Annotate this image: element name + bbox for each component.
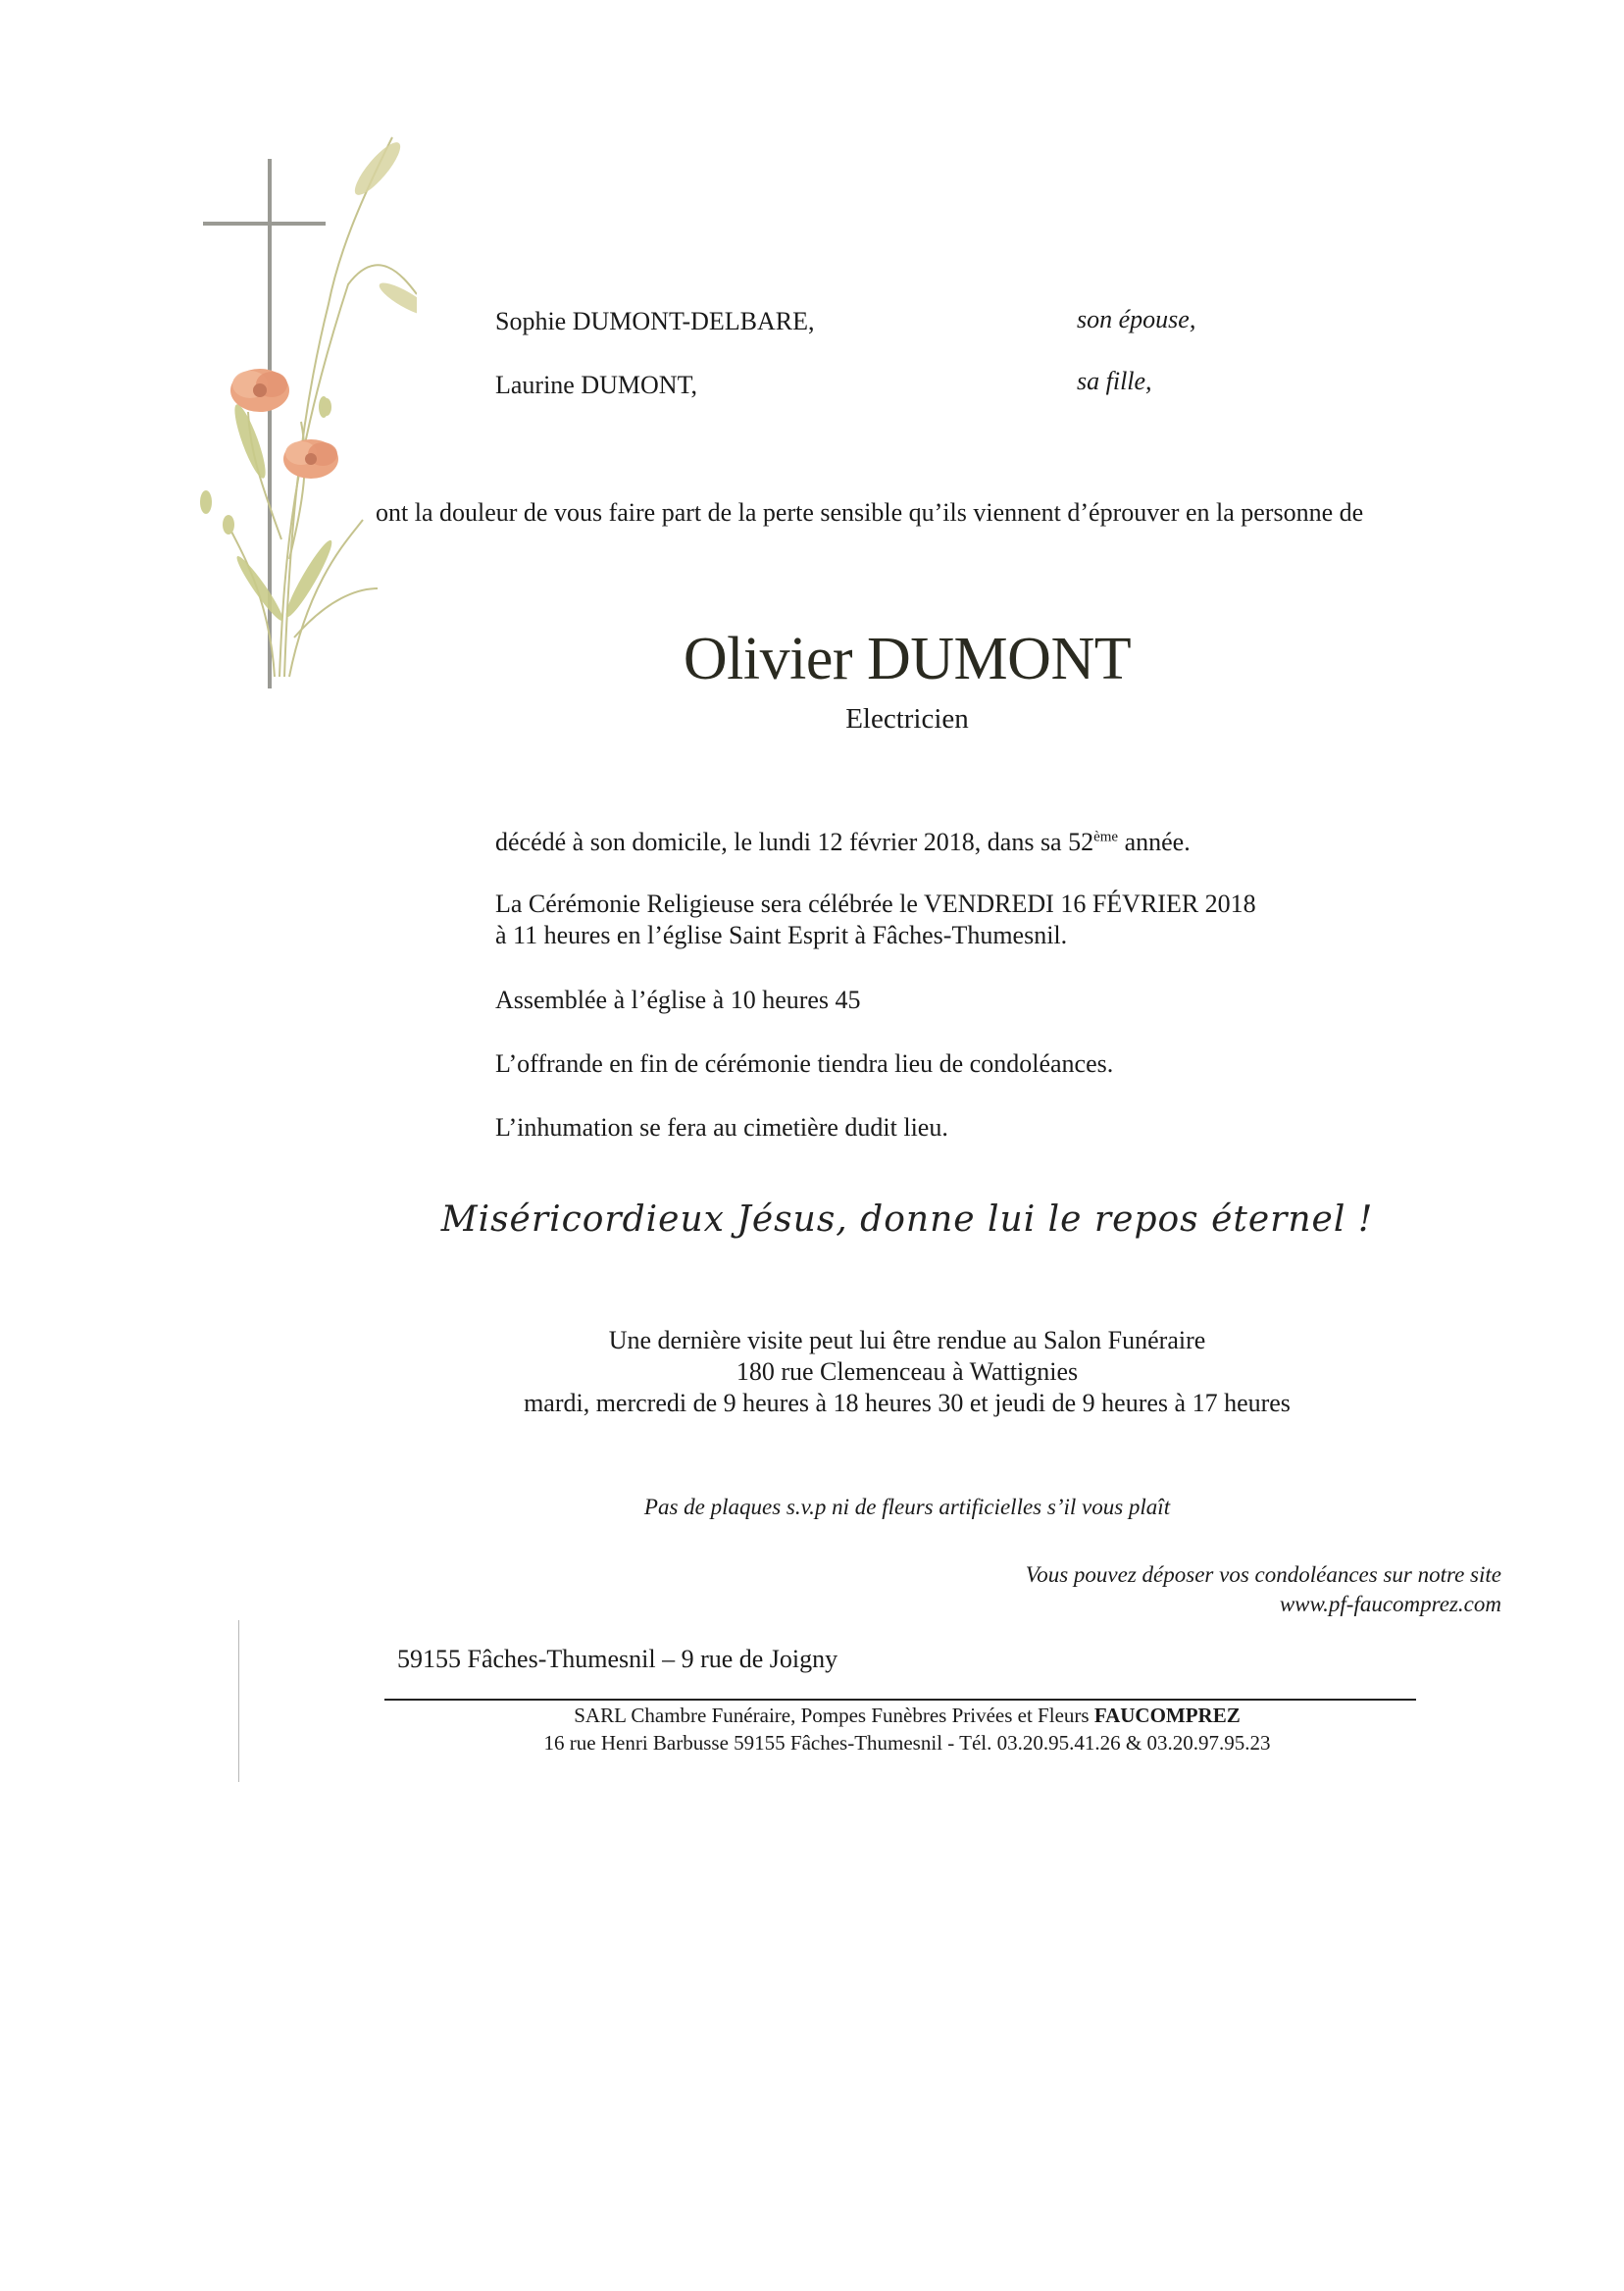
death-notice-text: décédé à son domicile, le lundi 12 février 2018, dans sa 52 (495, 828, 1094, 856)
cross-and-poppies-illustration (191, 127, 417, 696)
prayer-text: Miséricordieux Jésus, donne lui le repos éternel ! (440, 1199, 1374, 1240)
relative-name: Laurine DUMONT, (495, 371, 698, 399)
assembly-info: Assemblée à l’église à 10 heures 45 (495, 986, 861, 1014)
no-plaques-note: Pas de plaques s.v.p ni de fleurs artificielles s’il vous plaît (643, 1495, 1171, 1519)
offering-info: L’offrande en fin de cérémonie tiendra lieu de condoléances. (495, 1049, 1114, 1078)
footer-contact: 16 rue Henri Barbusse 59155 Fâches-Thumesnil - Tél. 03.20.95.41.26 & 03.20.97.95.23 (543, 1731, 1271, 1755)
footer-divider (384, 1699, 1416, 1701)
death-notice-end: année. (1118, 828, 1191, 856)
condolences-note: Vous pouvez déposer vos condoléances sur notre site (1025, 1562, 1501, 1587)
relative-relation: son épouse, (1077, 305, 1196, 333)
death-notice-ordinal: ème (1093, 829, 1119, 845)
announcement-text: ont la douleur de vous faire part de la perte sensible qu’ils viennent d’éprouver en la personne de (376, 498, 1364, 527)
deceased-name: Olivier DUMONT (683, 626, 1132, 692)
visit-info-line: Une dernière visite peut lui être rendue au Salon Funéraire (608, 1326, 1206, 1354)
relative-relation: sa fille, (1077, 367, 1152, 395)
poppy-icon (230, 369, 289, 412)
family-address: 59155 Fâches-Thumesnil – 9 rue de Joigny (397, 1645, 838, 1673)
deceased-profession: Electricien (845, 703, 969, 735)
website-link[interactable]: www.pf-faucomprez.com (1279, 1592, 1501, 1616)
death-notice (495, 827, 1191, 858)
burial-info: L’inhumation se fera au cimetière dudit lieu. (495, 1113, 948, 1142)
visit-info-line: mardi, mercredi de 9 heures à 18 heures 30 et jeudi de 9 heures à 17 heures (524, 1389, 1291, 1417)
visit-info-line: 180 rue Clemenceau à Wattignies (736, 1357, 1079, 1386)
ceremony-line: La Cérémonie Religieuse sera célébrée le VENDREDI 16 FÉVRIER 2018 (495, 890, 1256, 918)
poppy-icon (283, 439, 338, 479)
footer-company-name: FAUCOMPREZ (1093, 1704, 1241, 1727)
footer-company (0, 1703, 1624, 1729)
relative-name: Sophie DUMONT-DELBARE, (495, 307, 815, 335)
ceremony-line: à 11 heures en l’église Saint Esprit à Fâches-Thumesnil. (495, 921, 1068, 949)
margin-line (238, 1620, 239, 1782)
footer-company-prefix: SARL Chambre Funéraire, Pompes Funèbres Privées et Fleurs (574, 1704, 1094, 1727)
